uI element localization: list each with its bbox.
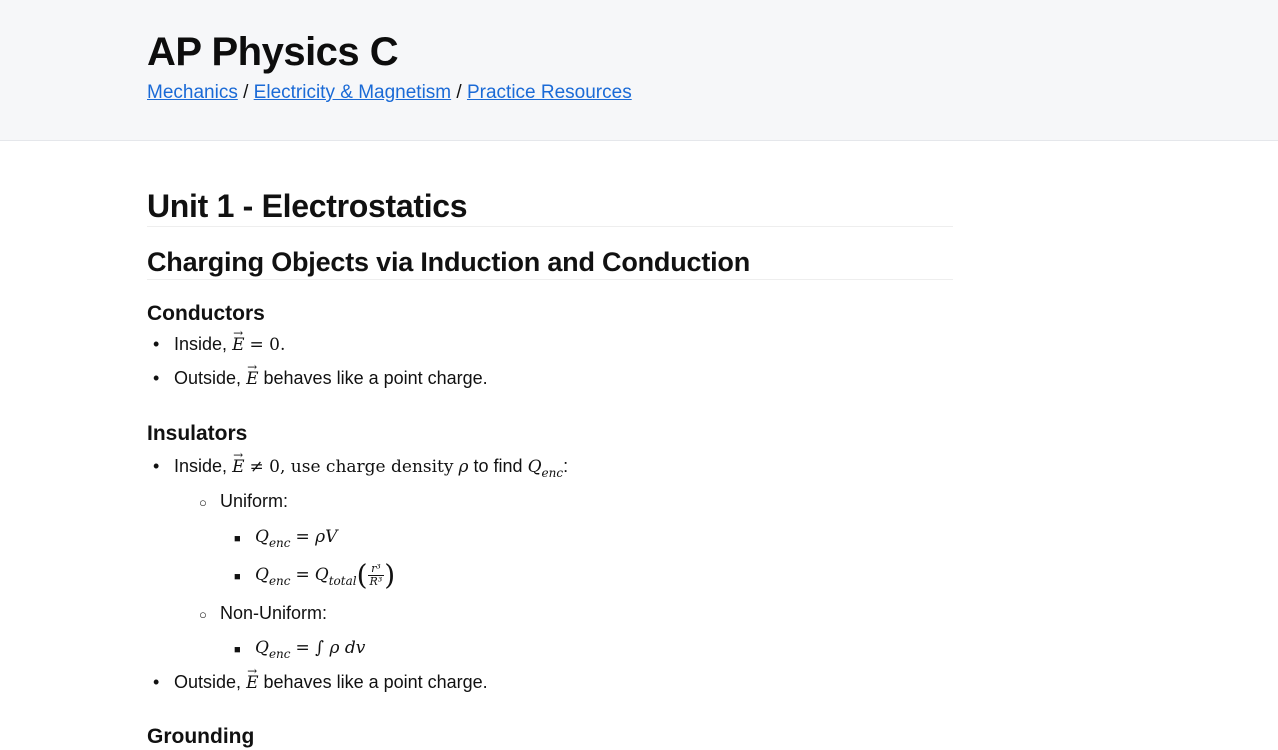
fraction: $\frac{\text{r³}}{\text{R³}}$	[369, 561, 383, 588]
e-field-vector: → E	[246, 367, 258, 391]
bullet-disc: •	[153, 334, 160, 354]
nav-separator: /	[456, 82, 462, 103]
bullet-square: ■	[234, 644, 241, 656]
list-item: ○ Non-Uniform:	[199, 601, 327, 627]
nav-separator: /	[243, 82, 249, 103]
list-item: ■ $Q_{enc}$ = ∫ ρ dv	[234, 638, 366, 661]
bullet-disc: •	[153, 672, 160, 692]
unit-title: Unit 1 - Electrostatics	[147, 186, 953, 227]
insulators-heading: Insulators	[147, 422, 248, 445]
e-field-vector: → E	[246, 671, 258, 695]
e-field-vector: → E	[232, 333, 244, 357]
bullet-square: ■	[234, 533, 241, 545]
list-item: • Inside, → E ≠ 0, use charge density ρ to find $Q_{enc}$:	[153, 454, 568, 480]
conductors-heading: Conductors	[147, 302, 265, 325]
grounding-heading: Grounding	[147, 725, 255, 748]
section-title: Charging Objects via Induction and Conduction	[147, 246, 953, 280]
site-header	[0, 0, 1278, 141]
bullet-circle: ○	[199, 495, 207, 510]
bullet-disc: •	[153, 456, 160, 476]
list-item: • Inside, → E = 0.	[153, 332, 285, 357]
nav-link-electricity-magnetism[interactable]: Electricity & Magnetism	[253, 82, 452, 103]
bullet-square: ■	[234, 571, 241, 583]
list-item: • Outside, → E behaves like a point charge.	[153, 366, 488, 391]
list-item: ■ $Q_{enc} = Q_{total}$( $\frac{\text{r³}}{\text{R³}}$ )	[234, 558, 396, 592]
site-title: AP Physics C	[147, 30, 399, 74]
bullet-circle: ○	[199, 607, 207, 622]
nav-link-mechanics[interactable]: Mechanics	[147, 82, 238, 103]
list-item: • Outside, → E behaves like a point charge.	[153, 670, 488, 695]
bullet-disc: •	[153, 368, 160, 388]
nav-link-practice-resources[interactable]: Practice Resources	[466, 82, 632, 103]
list-item: ○ Uniform:	[199, 489, 288, 515]
e-field-vector: → E	[232, 455, 244, 479]
breadcrumb-nav	[147, 81, 632, 105]
list-item: ■ $Q_{enc} = \rho V$	[234, 527, 338, 550]
